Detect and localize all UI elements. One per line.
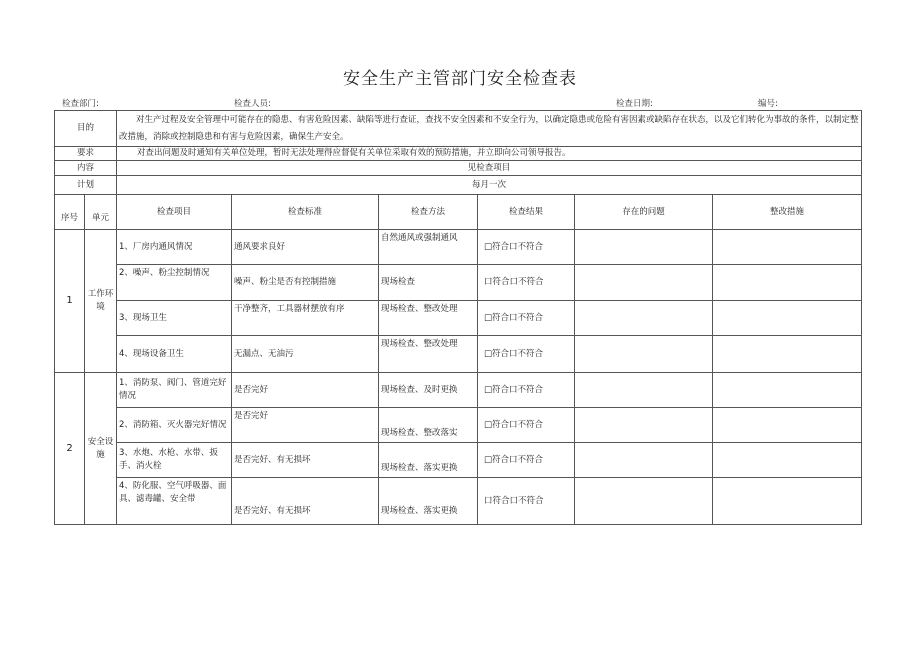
check-method: 自然通风或强制通风 <box>379 230 478 265</box>
problem-cell[interactable] <box>575 373 713 408</box>
page-title: 安全生产主管部门安全检查表 <box>343 69 577 89</box>
check-item: 4、现场设备卫生 <box>117 336 232 373</box>
col-header-measure: 整改措施 <box>713 195 862 230</box>
content-label: 内容 <box>55 161 117 176</box>
col-header-problem: 存在的问题 <box>575 195 713 230</box>
group-unit: 安全设施 <box>85 373 117 525</box>
plan-label: 计划 <box>55 176 117 195</box>
table-row <box>55 408 862 443</box>
problem-cell[interactable] <box>575 230 713 265</box>
requirement-label: 要求 <box>55 147 117 161</box>
table-row <box>55 373 862 408</box>
table-row <box>55 336 862 373</box>
check-method: 现场检查、整改处理 <box>379 336 478 373</box>
check-standard: 是否完好 <box>232 373 379 408</box>
check-method: 现场检查、落实更换 <box>379 443 478 478</box>
measure-cell[interactable] <box>713 336 862 373</box>
measure-cell[interactable] <box>713 230 862 265</box>
measure-cell[interactable] <box>713 443 862 478</box>
check-standard: 是否完好、有无损坏 <box>232 443 379 478</box>
col-header-result: 检查结果 <box>478 195 575 230</box>
check-result[interactable]: □符合口不符合 <box>478 230 575 265</box>
measure-cell[interactable] <box>713 373 862 408</box>
measure-cell[interactable] <box>713 408 862 443</box>
check-method: 现场检查、整改处理 <box>379 301 478 336</box>
check-standard: 是否完好、有无损坏 <box>232 478 379 525</box>
content-text: 见检查项目 <box>117 161 862 176</box>
col-header-standard: 检查标准 <box>232 195 379 230</box>
table-row <box>55 265 862 301</box>
table-row <box>55 478 862 525</box>
requirement-text: 对查出问题及时通知有关单位处理，暂时无法处理得应督促有关单位采取有效的预防措施，并立即向公司领导报告。 <box>117 147 862 161</box>
check-result[interactable]: □符合口不符合 <box>478 373 575 408</box>
check-item: 3、水炮、水枪、水带、扳手、消火栓 <box>117 443 232 478</box>
check-result[interactable]: □符合口不符合 <box>478 301 575 336</box>
check-item: 2、消防箱、灭火器完好情况 <box>117 408 232 443</box>
table-row <box>55 443 862 478</box>
col-header-unit: 单元 <box>85 195 117 230</box>
inspection-dept-label: 检查部门: <box>62 99 99 109</box>
inspection-date-label: 检查日期: <box>616 99 653 109</box>
check-item: 1、消防泵、阀门、管道完好情况 <box>117 373 232 408</box>
table-row <box>55 301 862 336</box>
check-item: 1、厂房内通风情况 <box>117 230 232 265</box>
inspection-table <box>54 110 862 525</box>
serial-number-label: 编号: <box>758 99 778 109</box>
col-header-no: 序号 <box>55 195 85 230</box>
table-row <box>55 230 862 265</box>
check-standard: 是否完好 <box>232 408 379 443</box>
plan-text: 每月一次 <box>117 176 862 195</box>
measure-cell[interactable] <box>713 301 862 336</box>
purpose-text: 对生产过程及安全管理中可能存在的隐患、有害危险因素、缺陷等进行查证，查找不安全因素和不安全行为，以确定隐患或危险有害因素或缺陷存在状态，以及它们转化为事故的条件，以制定整改措施，消除或控制隐患和有害与危险因素，确保生产安全。 <box>117 111 862 147</box>
problem-cell[interactable] <box>575 408 713 443</box>
problem-cell[interactable] <box>575 265 713 301</box>
col-header-item: 检查项目 <box>117 195 232 230</box>
check-method: 现场检查、整改落实 <box>379 408 478 443</box>
problem-cell[interactable] <box>575 336 713 373</box>
problem-cell[interactable] <box>575 301 713 336</box>
group-unit: 工作环境 <box>85 230 117 373</box>
check-method: 现场检查 <box>379 265 478 301</box>
check-standard: 干净整齐，工具器材摆放有序 <box>232 301 379 336</box>
check-item: 2、噪声、粉尘控制情况 <box>117 265 232 301</box>
check-result[interactable]: 口符合口不符合 <box>478 265 575 301</box>
measure-cell[interactable] <box>713 265 862 301</box>
col-header-method: 检查方法 <box>379 195 478 230</box>
group-number: 2 <box>55 373 85 525</box>
check-method: 现场检查、及时更换 <box>379 373 478 408</box>
check-standard: 无漏点、无油污 <box>232 336 379 373</box>
purpose-label: 目的 <box>55 111 117 147</box>
measure-cell[interactable] <box>713 478 862 525</box>
check-result[interactable]: □符合口不符合 <box>478 336 575 373</box>
check-result[interactable]: □符合口不符合 <box>478 408 575 443</box>
problem-cell[interactable] <box>575 443 713 478</box>
check-item: 4、防化服、空气呼吸器、面具、滤毒罐、安全带 <box>117 478 232 525</box>
group-number: 1 <box>55 230 85 373</box>
inspector-label: 检查人员: <box>234 99 271 109</box>
check-result[interactable]: □符合口不符合 <box>478 443 575 478</box>
check-result[interactable]: 口符合口不符合 <box>478 478 575 525</box>
problem-cell[interactable] <box>575 478 713 525</box>
check-method: 现场检查、落实更换 <box>379 478 478 525</box>
check-item: 3、现场卫生 <box>117 301 232 336</box>
check-standard: 通风要求良好 <box>232 230 379 265</box>
check-standard: 噪声、粉尘是否有控制措施 <box>232 265 379 301</box>
